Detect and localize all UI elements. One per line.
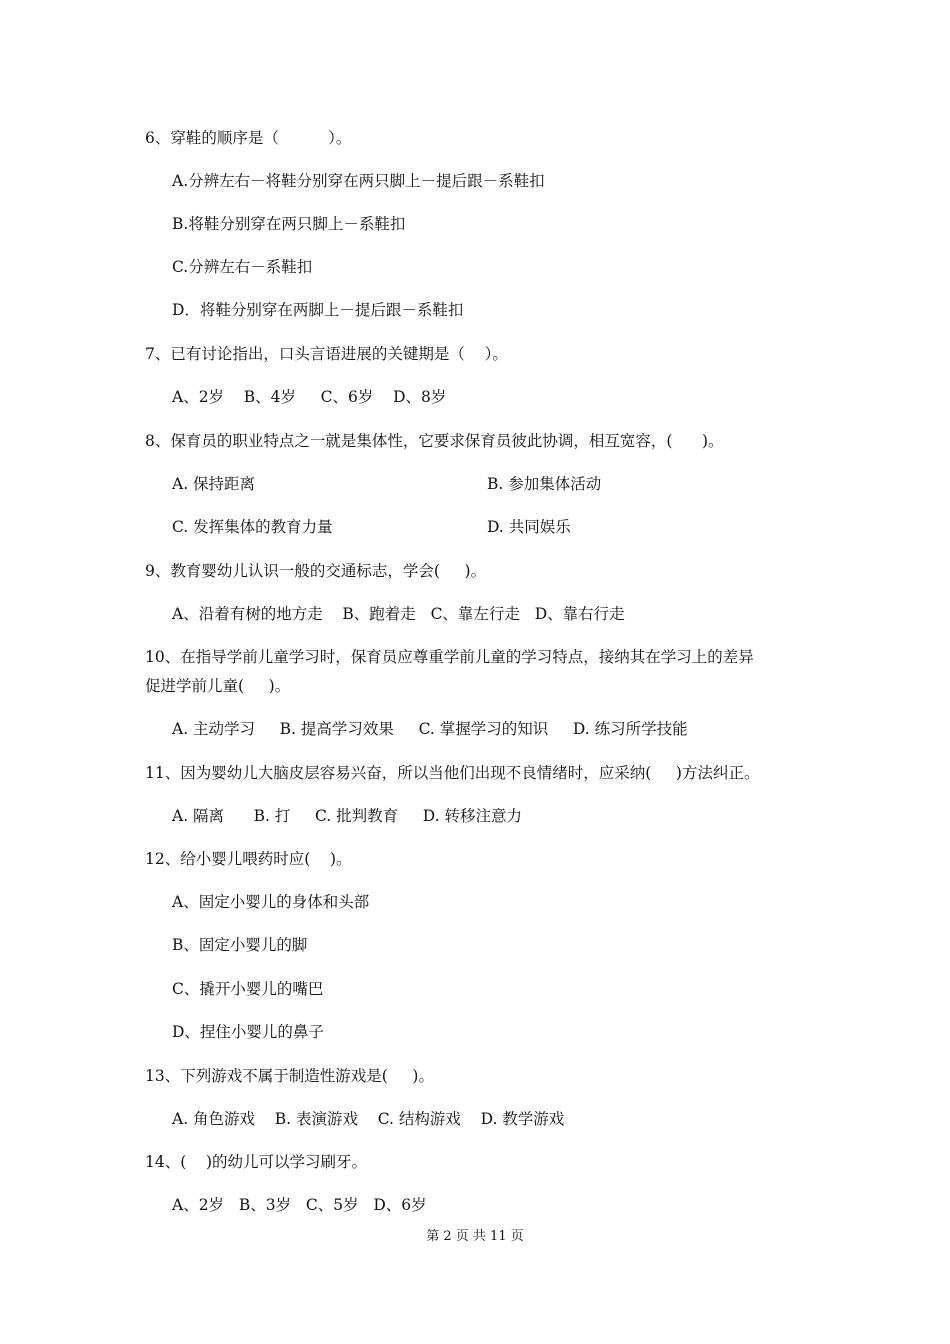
question-10-cont: 促进学前儿童( )。: [145, 677, 291, 695]
options-11: A. 隔离 B. 打 C. 批判教育 D. 转移注意力: [172, 807, 523, 825]
option-6c: C.分辨左右－系鞋扣: [172, 258, 313, 276]
question-6: 6、穿鞋的顺序是（ ）。: [145, 129, 352, 147]
option-8c: C. 发挥集体的教育力量: [172, 518, 333, 536]
option-12d: D、捏住小婴儿的鼻子: [172, 1023, 324, 1041]
options-7: A、2岁 B、4岁 C、6岁 D、8岁: [172, 388, 447, 406]
option-12a: A、固定小婴儿的身体和头部: [172, 893, 370, 911]
option-12b: B、固定小婴儿的脚: [172, 936, 308, 954]
question-14: 14、( )的幼儿可以学习刷牙。: [145, 1153, 368, 1171]
options-10: A. 主动学习 B. 提高学习效果 C. 掌握学习的知识 D. 练习所学技能: [172, 720, 688, 738]
page-footer: 第 2 页 共 11 页: [426, 1229, 524, 1244]
option-6a: A.分辨左右－将鞋分别穿在两只脚上－提后跟－系鞋扣: [172, 172, 545, 190]
question-11: 11、因为婴幼儿大脑皮层容易兴奋，所以当他们出现不良情绪时，应采纳( )方法纠正。: [145, 764, 760, 782]
option-8a: A. 保持距离: [172, 475, 256, 493]
option-6b: B.将鞋分别穿在两只脚上－系鞋扣: [172, 215, 406, 233]
option-12c: C、撬开小婴儿的嘴巴: [172, 980, 324, 998]
options-14: A、2岁 B、3岁 C、5岁 D、6岁: [172, 1196, 427, 1214]
question-9: 9、教育婴幼儿认识一般的交通标志，学会( )。: [145, 562, 487, 580]
options-9: A、沿着有树的地方走 B、跑着走 C、靠左行走 D、靠右行走: [172, 605, 625, 623]
question-12: 12、给小婴儿喂药时应( )。: [145, 850, 352, 868]
option-6d: D．将鞋分别穿在两脚上－提后跟－系鞋扣: [172, 301, 464, 319]
question-8: 8、保育员的职业特点之一就是集体性，它要求保育员彼此协调，相互宽容，( )。: [145, 432, 724, 450]
option-8b: B. 参加集体活动: [487, 475, 602, 493]
question-13: 13、下列游戏不属于制造性游戏是( )。: [145, 1067, 434, 1085]
question-7: 7、已有讨论指出，口头言语进展的关键期是（ ）。: [145, 345, 508, 363]
option-8d: D. 共同娱乐: [487, 518, 571, 536]
question-10: 10、在指导学前儿童学习时，保育员应尊重学前儿童的学习特点，接纳其在学习上的差异: [145, 648, 754, 666]
options-13: A. 角色游戏 B. 表演游戏 C. 结构游戏 D. 教学游戏: [172, 1110, 565, 1128]
